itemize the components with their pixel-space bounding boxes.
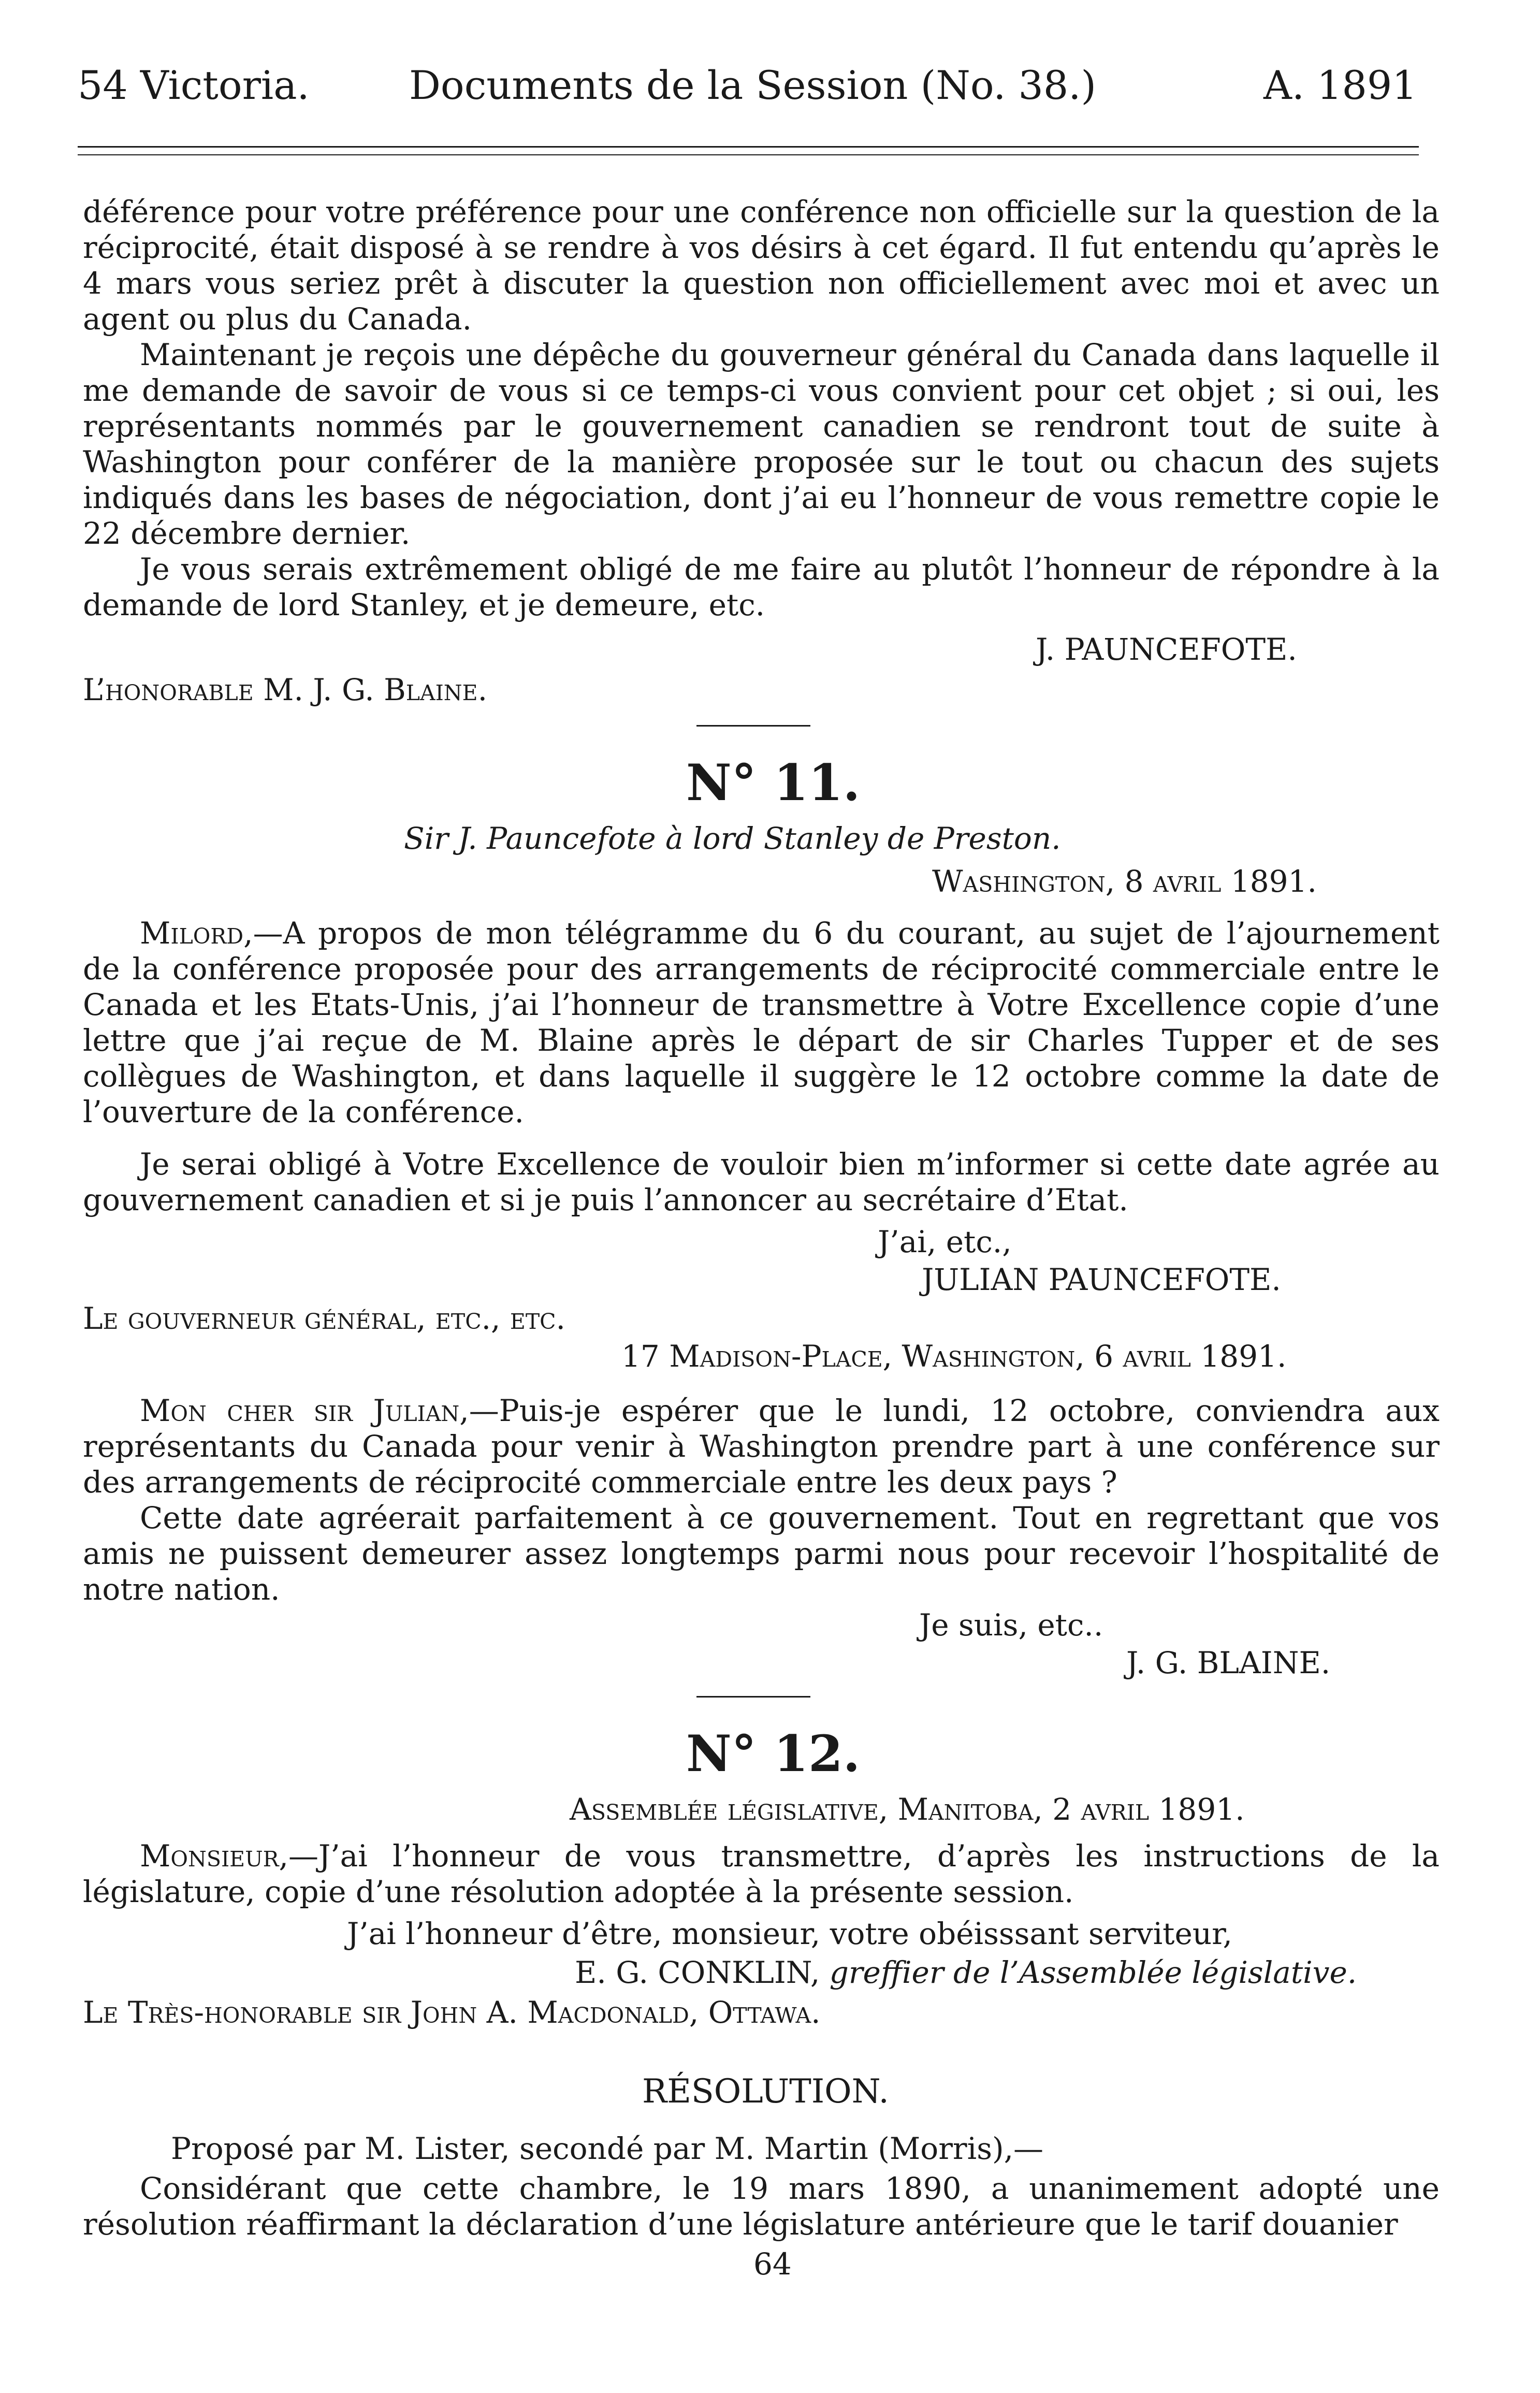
resolution-heading: RÉSOLUTION. xyxy=(642,2072,889,2111)
section-11-salutation: Milord, xyxy=(140,916,253,951)
letter10-paragraph-3: Je vous serais extrêmement obligé de me faire au plutôt l’honneur de répondre à la demande de lord Stanley, et je demeure, etc. xyxy=(83,552,1440,622)
header-center: Documents de la Session (No. 38.) xyxy=(409,62,1097,108)
section-11-dateline: Washington, 8 avril 1891. xyxy=(932,864,1317,899)
section-12-salutation: Monsieur, xyxy=(140,1838,288,1874)
header-left: 54 Victoria. xyxy=(78,62,310,108)
section-11-paragraph-1-text: —A propos de mon télégramme du 6 du courant, au sujet de l’ajournement de la conférence proposée pour des arrangements de réciprocité commerciale entre le Canada et les Etats-Unis, j’ai l’honneur de transmettre à Votre Excellence copie d’une lettre que j’ai reçue de M. Blaine après le départ de sir Charles Tupper et de ses collègues de Washington, et dans laquelle il suggère le 12 octobre comme la date de l’ouverture de la conférence. xyxy=(83,916,1440,1129)
section-heading-11: N° 11. xyxy=(686,753,861,812)
letter10-paragraph-2: Maintenant je reçois une dépêche du gouverneur général du Canada dans laquelle il me demande de savoir de vous si ce temps-ci vous convient pour cet objet ; si oui, les représentants nommés par le gouvernement canadien se rendront tout de suite à Washington pour conférer de la manière proposée sur le tout ou chacun des sujets indiqués dans les bases de négociation, dont j’ai eu l’honneur de vous remettre copie le 22 décembre dernier. xyxy=(83,337,1440,551)
section-heading-12: N° 12. xyxy=(686,1724,861,1783)
section-11-inner-signature: J. G. BLAINE. xyxy=(1126,1645,1331,1680)
section-11-inner-salutation: Mon cher sir Julian, xyxy=(140,1393,469,1428)
section-12-paragraph-1-text: —J’ai l’honneur de vous transmettre, d’après les instructions de la législature, copie d’une résolution adoptée à la présente session. xyxy=(83,1838,1440,1909)
header-rule-top xyxy=(78,146,1419,148)
section-11-inner-closing: Je suis, etc.. xyxy=(919,1607,1103,1643)
section-11-addressee: Le gouverneur général, etc., etc. xyxy=(83,1301,565,1336)
section-11-paragraph-2: Je serai obligé à Votre Excellence de vouloir bien m’informer si cette date agrée au gouvernement canadien et si je puis l’annoncer au secrétaire d’Etat. xyxy=(83,1147,1440,1217)
section-11-signature: JULIAN PAUNCEFOTE. xyxy=(922,1262,1281,1297)
section-12-signature-name: E. G. CONKLIN, xyxy=(575,1955,820,1990)
section-rule-11 xyxy=(696,725,810,727)
header-rule-bottom xyxy=(78,154,1419,155)
section-12-paragraph-2: J’ai l’honneur d’être, monsieur, votre obéisssant serviteur, xyxy=(347,1916,1232,1951)
section-11-inner-paragraph-1-text: —Puis-je espérer que le lundi, 12 octobre, conviendra aux représentants du Canada pour venir à Washington prendre part à une conférence sur des arrangements de réciprocité commerciale entre les deux pays ? xyxy=(83,1393,1440,1500)
section-11-subtitle: Sir J. Pauncefote à lord Stanley de Preston. xyxy=(404,821,1061,856)
resolution-paragraph: Considérant que cette chambre, le 19 mars 1890, a unanimement adopté une résolution réaffirmant la déclaration d’une législature antérieure que le tarif douanier xyxy=(83,2171,1440,2242)
section-12-addressee: Le Très-honorable sir John A. Macdonald, Ottawa. xyxy=(83,1995,821,2030)
section-12-dateline: Assemblée législative, Manitoba, 2 avril 1891. xyxy=(570,1792,1245,1827)
section-11-closing: J’ai, etc., xyxy=(878,1224,1012,1259)
section-rule-12 xyxy=(696,1696,810,1698)
page-number: 64 xyxy=(753,2246,792,2282)
header-right: A. 1891 xyxy=(1263,62,1417,108)
resolution-proposer: Proposé par M. Lister, secondé par M. Martin (Morris),— xyxy=(171,2131,1044,2166)
letter10-signature: J. PAUNCEFOTE. xyxy=(1036,632,1297,667)
section-11-inner-paragraph-1 xyxy=(83,1393,1440,1500)
section-11-inner-dateline: 17 Madison-Place, Washington, 6 avril 1891. xyxy=(621,1339,1287,1374)
section-12-signature-title: greffier de l’Assemblée législative. xyxy=(829,1955,1357,1990)
letter10-addressee: L’honorable M. J. G. Blaine. xyxy=(83,672,488,707)
section-12-paragraph-1 xyxy=(83,1838,1440,1910)
section-12-signature xyxy=(575,1955,1357,1991)
section-11-inner-paragraph-2: Cette date agréerait parfaitement à ce gouvernement. Tout en regrettant que vos amis ne puissent demeurer assez longtemps parmi nous pour recevoir l’hospitalité de notre nation. xyxy=(83,1500,1440,1607)
letter10-paragraph-1: déférence pour votre préférence pour une conférence non officielle sur la question de la réciprocité, était disposé à se rendre à vos désirs à cet égard. Il fut entendu qu’après le 4 mars vous seriez prêt à discuter la question non officiellement avec moi et avec un agent ou plus du Canada. xyxy=(83,194,1440,337)
section-11-paragraph-1 xyxy=(83,916,1440,1166)
